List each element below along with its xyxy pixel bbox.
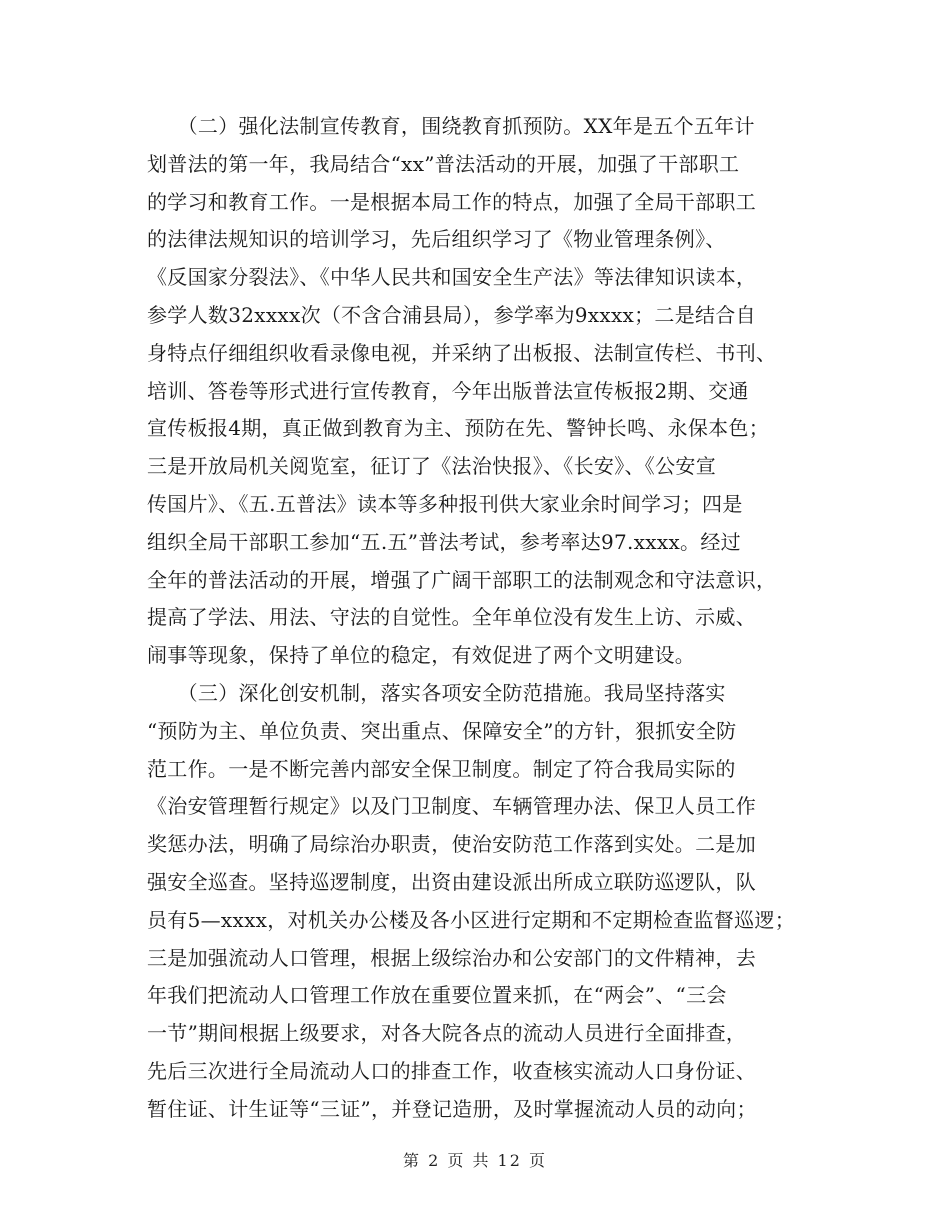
text-line: 划普法的第一年，我局结合“xx”普法活动的开展，加强了干部职工 [147,151,740,176]
text-line: 员有5—xxxx，对机关办公楼及各小区进行定期和不定期检查监督巡逻； [147,907,796,932]
text-line: 三是加强流动人口管理，根据上级综治办和公安部门的文件精神，去 [147,945,756,970]
text-line: “预防为主、单位负责、突出重点、保障安全”的方针，狠抓安全防 [147,718,737,743]
text-line: 强安全巡查。坚持巡逻制度，出资由建设派出所成立联防巡逻队，队 [147,869,756,894]
text-line: （三）深化创安机制，落实各项安全防范措施。我局坚持落实 [147,680,726,705]
page-number-footer: 第 2 页 共 12 页 [403,1151,547,1170]
text-line: （二）强化法制宣传教育，围绕教育抓预防。XX年是五个五年计 [147,114,755,138]
text-line: 的学习和教育工作。一是根据本局工作的特点，加强了全局干部职工 [147,189,756,214]
text-line: 年我们把流动人口管理工作放在重要位置来抓，在“两会”、“三会 [147,983,727,1008]
text-line: 全年的普法活动的开展，增强了广阔干部职工的法制观念和守法意识， [147,567,777,592]
text-line: 《治安管理暂行规定》以及门卫制度、车辆管理办法、保卫人员工作 [147,794,756,819]
text-line: 暂住证、计生证等“三证”，并登记造册，及时掌握流动人员的动向； [147,1096,757,1121]
text-line: 组织全局干部职工参加“五.五”普法考试，参考率达97.xxxx。经过 [147,529,741,554]
text-line: 闹事等现象，保持了单位的稳定，有效促进了两个文明建设。 [147,643,696,668]
text-line: 参学人数32xxxx次（不含合浦县局），参学率为9xxxx；二是结合自 [147,302,756,327]
text-line: 传国片》、《五.五普法》读本等多种报刊供大家业余时间学习；四是 [147,491,743,516]
document-body [147,108,817,1129]
text-line: 身特点仔细组织收看录像电视，并采纳了出板报、法制宣传栏、书刊、 [147,340,777,365]
text-line: 一节”期间根据上级要求，对各大院各点的流动人员进行全面排查， [147,1021,747,1046]
text-line: 宣传板报4期，真正做到教育为主、预防在先、警钟长鸣、永保本色； [147,416,770,441]
text-line: 三是开放局机关阅览室，征订了《法治快报》、《长安》、《公安宣 [147,454,716,479]
text-line: 先后三次进行全局流动人口的排查工作，收查核实流动人口身份证、 [147,1058,756,1083]
text-line: 《反国家分裂法》、《中华人民共和国安全生产法》等法律知识读本， [147,265,757,290]
text-line: 提高了学法、用法、守法的自觉性。全年单位没有发生上访、示威、 [147,605,756,630]
text-line: 培训、答卷等形式进行宣传教育，今年出版普法宣传板报2期、交通 [147,378,749,403]
text-line: 的法律法规知识的培训学习，先后组织学习了《物业管理条例》、 [147,227,726,252]
text-line: 范工作。一是不断完善内部安全保卫制度。制定了符合我局实际的 [147,756,736,781]
text-line: 奖惩办法，明确了局综治办职责，使治安防范工作落到实处。二是加 [147,832,756,857]
